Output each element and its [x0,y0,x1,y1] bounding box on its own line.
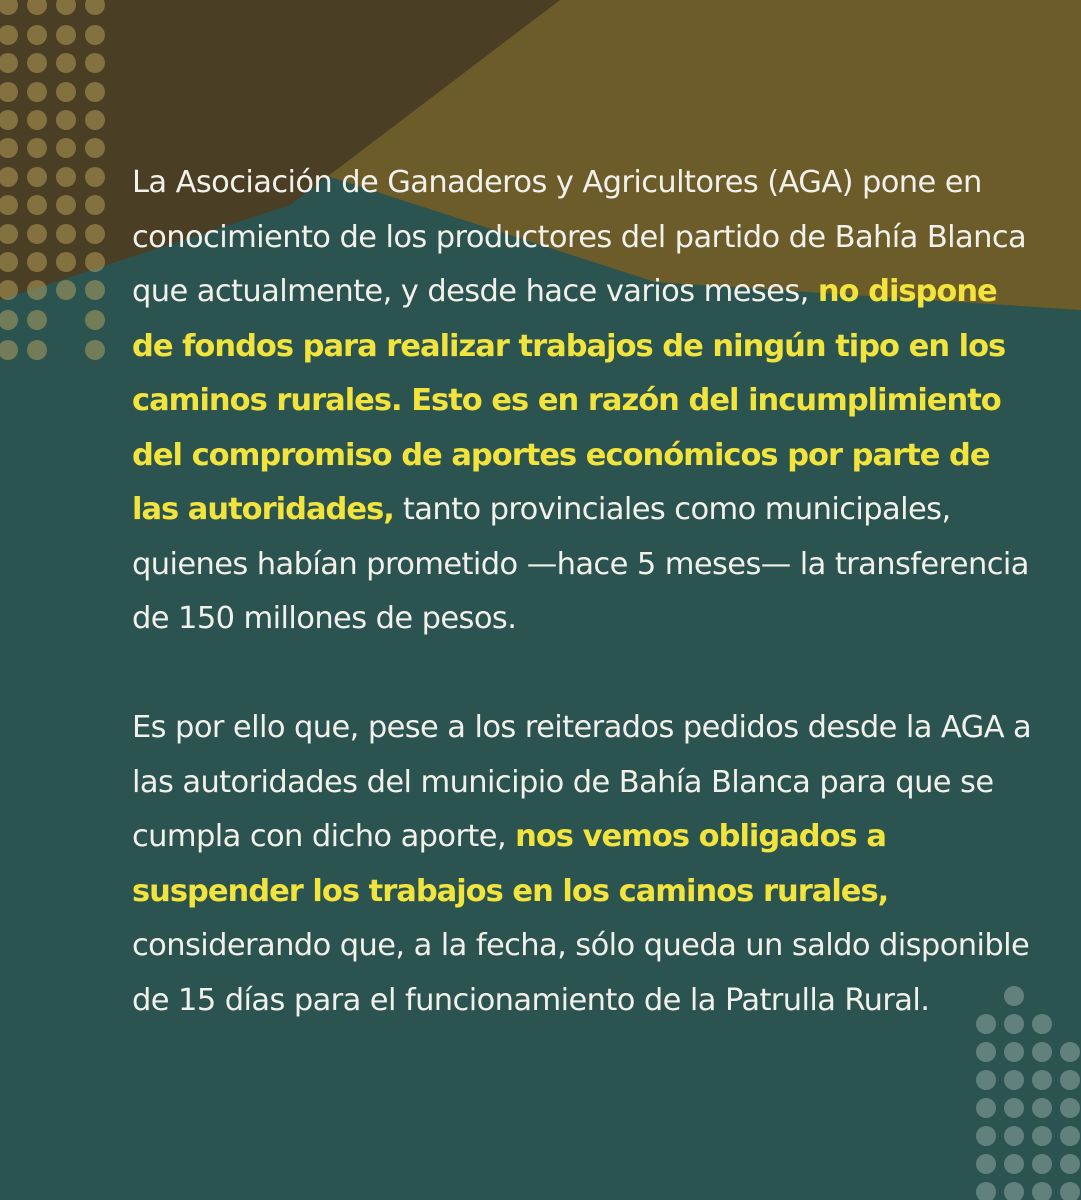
decorative-dot [85,53,105,73]
decorative-dot [56,82,76,102]
decorative-dot [976,1126,996,1146]
decorative-dot [85,167,105,187]
decorative-dot [56,25,76,45]
decorative-dot [1060,1126,1080,1146]
paragraph-2-highlight: nos vemos obligados a suspender los trabajos en los caminos rurales, [132,819,889,909]
decorative-dot [27,310,47,330]
decorative-dot [1032,1042,1052,1062]
decorative-dot [1032,1126,1052,1146]
decorative-dot [27,53,47,73]
decorative-dot [85,252,105,272]
decorative-dot [27,82,47,102]
decorative-dot [85,82,105,102]
decorative-dot [27,195,47,215]
decorative-dot [85,110,105,130]
decorative-dot [27,340,47,360]
decorative-dot [1004,1098,1024,1118]
decorative-dot [1032,1098,1052,1118]
decorative-dot [27,138,47,158]
decorative-dot [27,167,47,187]
decorative-dot [1060,1070,1080,1090]
decorative-dot [1004,1126,1024,1146]
decorative-dot [85,25,105,45]
decorative-dot [56,195,76,215]
decorative-dot [1004,1154,1024,1174]
decorative-dot [976,1154,996,1174]
decorative-dot [1004,1042,1024,1062]
decorative-dot [85,310,105,330]
decorative-dot [85,280,105,300]
paragraph-1-highlight: no dispone de fondos para realizar trabajos de ningún tipo en los caminos rurales. Esto es en razón del incumplimiento del compromiso de aportes económicos por parte de las autoridades, [132,274,1006,527]
paragraph-2-intro: Es por ello que, pese a los reiterados pedidos desde la AGA a las autoridades del municipio de Bahía Blanca para que se cumpla con dicho aporte, [132,710,1032,854]
decorative-dot [56,167,76,187]
decorative-dot [1032,1154,1052,1174]
decorative-dot [56,280,76,300]
decorative-dot [56,110,76,130]
decorative-dot [56,224,76,244]
paragraph-1 [132,156,1032,647]
decorative-dot [27,110,47,130]
decorative-dot [1004,1070,1024,1090]
decorative-dot [56,53,76,73]
decorative-dot [1060,1098,1080,1118]
paragraph-2-outro: considerando que, a la fecha, sólo queda un saldo disponible de 15 días para el funcionamiento de la Patrulla Rural. [132,928,1030,1018]
decorative-dot [976,1098,996,1118]
decorative-dot [27,224,47,244]
decorative-dot [85,224,105,244]
paragraph-1-outro: tanto provinciales como municipales, quienes habían prometido —hace 5 meses— la transferencia de 150 millones de pesos. [132,492,1029,636]
decorative-dot [56,252,76,272]
decorative-dot [85,138,105,158]
decorative-dot [56,138,76,158]
decorative-dot [27,252,47,272]
decorative-dot [976,1042,996,1062]
decorative-dot [1032,1014,1052,1034]
decorative-dot [85,195,105,215]
decorative-dot [27,25,47,45]
decorative-dot [1060,1042,1080,1062]
decorative-dot [85,340,105,360]
decorative-dot [27,280,47,300]
decorative-dot [1060,1154,1080,1174]
paragraph-1-intro: La Asociación de Ganaderos y Agricultores (AGA) pone en conocimiento de los productores del partido de Bahía Blanca que actualmente, y desde hace varios meses, [132,165,1027,309]
decorative-dot [1032,1070,1052,1090]
paragraph-2 [132,701,1032,1028]
decorative-dot [976,1070,996,1090]
announcement-text [132,156,1032,1028]
